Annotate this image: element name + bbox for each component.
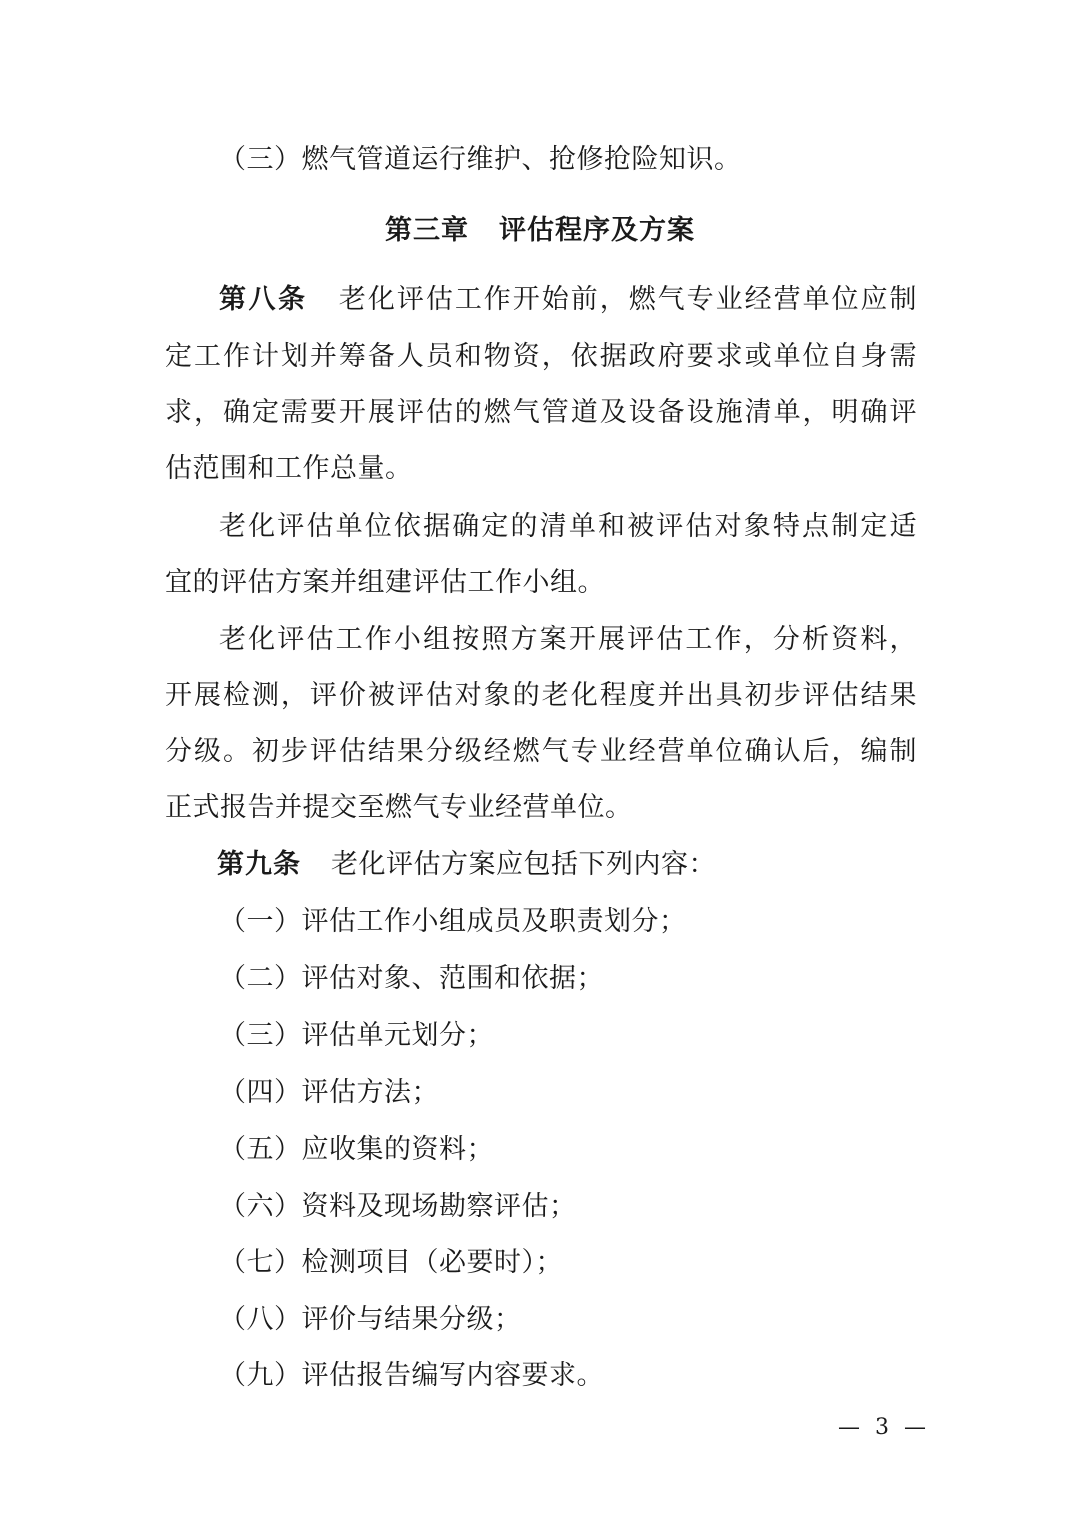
list-item: （一）评估工作小组成员及职责划分； <box>219 906 687 937</box>
chapter-title: 评估程序及方案 <box>499 215 695 246</box>
list-item: （六）资料及现场勘察评估； <box>219 1191 577 1222</box>
article-8-text: 老化评估工作开始前，燃气专业经营单位应制 <box>337 284 918 315</box>
article-8-line-2: 定工作计划并筹备人员和物资，依据政府要求或单位自身需 <box>165 341 917 372</box>
article-8-para3-line-3: 分级。初步评估结果分级经燃气专业经营单位确认后，编制 <box>165 736 917 767</box>
article-9-label: 第九条 <box>217 849 301 880</box>
chapter-number: 第三章 <box>385 215 469 246</box>
article-8-line-4: 估范围和工作总量。 <box>165 453 413 484</box>
list-item: （九）评估报告编写内容要求。 <box>219 1360 604 1391</box>
article-8-para2-line-2: 宜的评估方案并组建评估工作小组。 <box>165 567 605 598</box>
article-8-line-3: 求，确定需要开展评估的燃气管道及设备设施清单，明确评 <box>165 397 917 428</box>
page-number: — 3 — <box>838 1415 930 1440</box>
article-8-label: 第八条 <box>219 284 308 315</box>
article-8-para3-line-4: 正式报告并提交至燃气专业经营单位。 <box>165 792 633 823</box>
list-item-knowledge: （三）燃气管道运行维护、抢修抢险知识。 <box>219 144 742 175</box>
article-9-intro <box>217 845 969 885</box>
list-item: （五）应收集的资料； <box>219 1134 494 1165</box>
list-item: （三）评估单元划分； <box>219 1020 494 1051</box>
article-8-line-1 <box>219 280 917 320</box>
article-8-para3-line-1: 老化评估工作小组按照方案开展评估工作，分析资料， <box>219 624 917 655</box>
list-item: （七）检测项目（必要时）； <box>219 1247 563 1278</box>
list-item: （四）评估方法； <box>219 1077 439 1108</box>
list-item: （二）评估对象、范围和依据； <box>219 963 604 994</box>
list-item: （八）评价与结果分级； <box>219 1304 522 1335</box>
article-8-para2-line-1: 老化评估单位依据确定的清单和被评估对象特点制定适 <box>219 511 917 542</box>
article-8-para3-line-2: 开展检测，评价被评估对象的老化程度并出具初步评估结果 <box>165 680 917 711</box>
chapter-heading <box>0 211 1080 251</box>
article-9-text: 老化评估方案应包括下列内容： <box>331 849 716 880</box>
